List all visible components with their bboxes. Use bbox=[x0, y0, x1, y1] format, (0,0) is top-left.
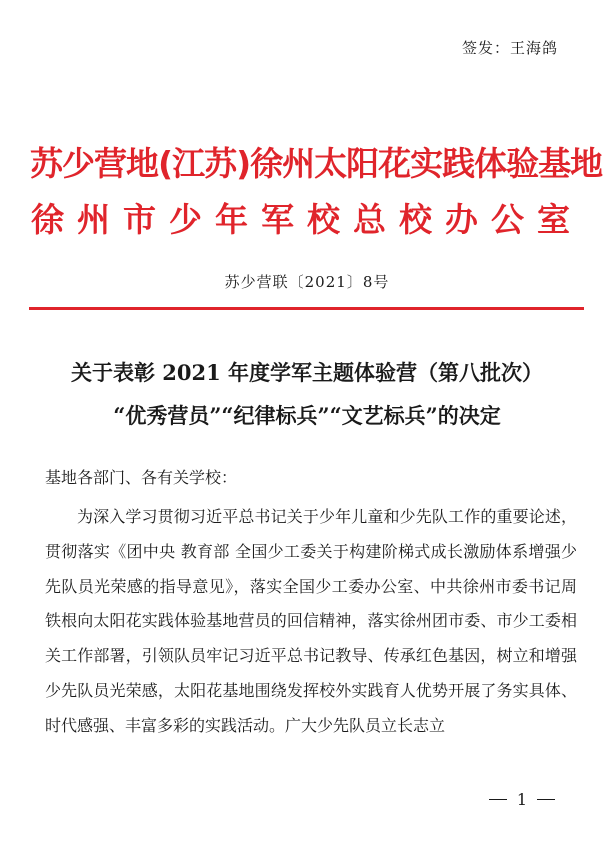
document-title-line-1: 关于表彰 2021 年度学军主题体验营（第八批次） bbox=[70, 360, 544, 385]
page-number-dash-left bbox=[489, 799, 507, 800]
document-title-line-2: “优秀营员”“纪律标兵”“文艺标兵”的决定 bbox=[113, 403, 501, 428]
issuer-header-line-2: 徐州市少年军校总校办公室 bbox=[31, 200, 583, 239]
page-number: 1 bbox=[516, 790, 528, 809]
red-divider-line bbox=[29, 307, 584, 310]
body-paragraph: 为深入学习贯彻习近平总书记关于少年儿童和少先队工作的重要论述，贯彻落实《团中央 教育部 全国少工委关于构建阶梯式成长激励体系增强少先队员光荣感的指导意见》，落实全国少工委办公室、中共徐州市委书记周铁根向太阳花实践体验基地营员的回信精神，落实徐州团市委、市少工委相关工作部署，引领队员牢记习近平总书记教导、传承红色基因，树立和增强少先队员光荣感，太阳花基地围绕发挥校外实践育人优势开展了务实具体、时代感强、丰富多彩的实践活动。广大少先队员立长志立 bbox=[45, 507, 577, 735]
signer: 签发：王海鸽 bbox=[461, 39, 558, 57]
salutation: 基地各部门、各有关学校： bbox=[45, 468, 238, 487]
page-number-dash-right bbox=[537, 799, 555, 800]
issuer-header-line-1: 苏少营地(江苏)徐州太阳花实践体验基地 bbox=[30, 144, 603, 183]
document-number: 苏少营联〔2021〕8号 bbox=[224, 273, 390, 291]
page-number-footer bbox=[215, 790, 614, 809]
